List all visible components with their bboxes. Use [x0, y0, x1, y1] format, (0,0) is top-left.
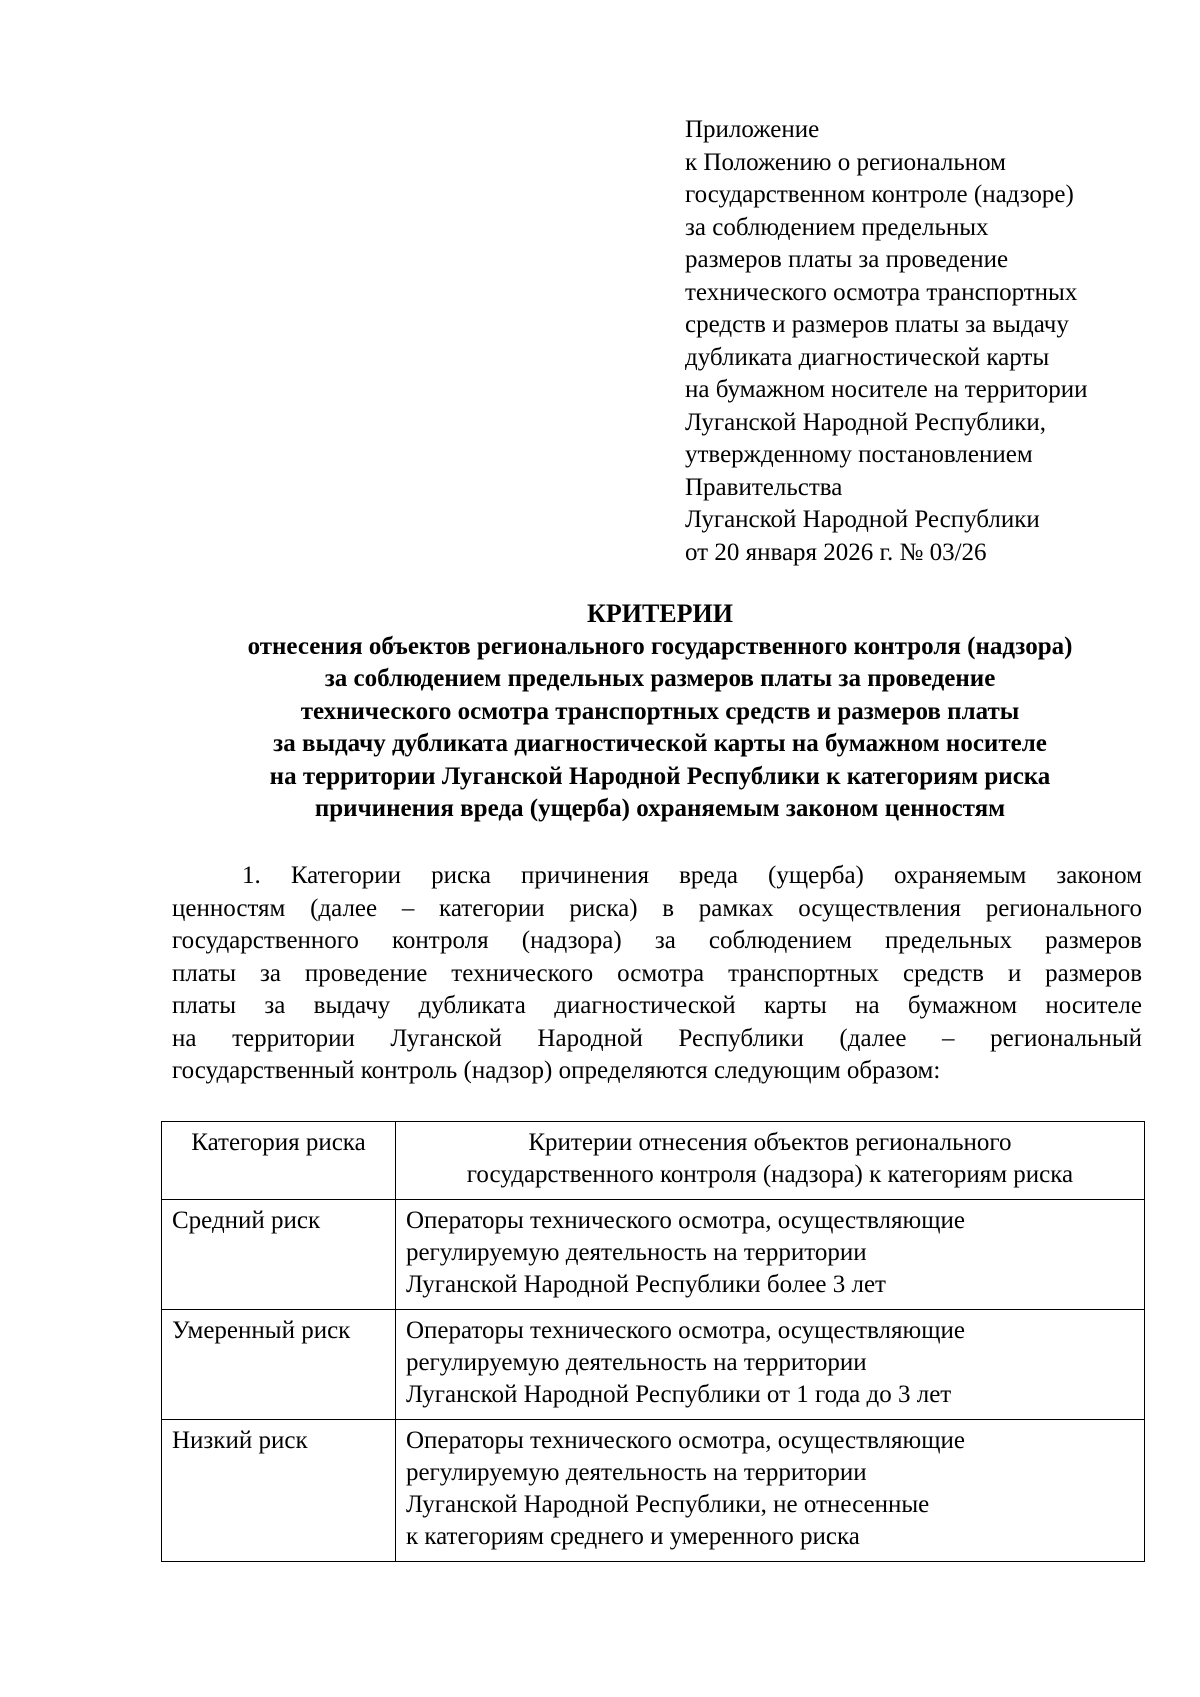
criteria-line: Луганской Народной Республики, не отнесенные: [405, 1491, 930, 1518]
appendix-line: Правительства: [685, 473, 843, 501]
criteria-line: Операторы технического осмотра, осуществляющие: [405, 1207, 965, 1234]
appendix-line: средств и размеров платы за выдачу: [685, 311, 1069, 338]
risk-criteria-cell: [395, 1200, 1144, 1310]
criteria-line: регулируемую деятельность на территории: [405, 1459, 867, 1486]
title-line: отнесения объектов регионального государственного контроля (надзора): [247, 632, 1073, 660]
title-line: за соблюдением предельных размеров платы за проведение: [324, 665, 996, 692]
document-title: [160, 598, 1160, 826]
header-criteria: [395, 1122, 1144, 1200]
appendix-line: на бумажном носителе на территории: [685, 376, 1088, 403]
risk-criteria-table: [161, 1121, 1145, 1562]
title-line: технического осмотра транспортных средств и размеров платы: [300, 697, 1020, 725]
header-line: государственного контроля (надзора) к категориям риска: [466, 1161, 1074, 1188]
appendix-line: Луганской Народной Республики,: [685, 408, 1046, 436]
risk-criteria-cell: [395, 1310, 1144, 1420]
header-line: Категория риска: [191, 1129, 366, 1156]
appendix-line: размеров платы за проведение: [685, 246, 1009, 273]
header-category: [162, 1122, 396, 1200]
criteria-line: Луганской Народной Республики более 3 лет: [405, 1271, 886, 1298]
appendix-line: Луганской Народной Республики: [685, 506, 1040, 533]
paragraph-line: 1. Категории риска причинения вреда (ущерба) охраняемым законом: [242, 862, 1142, 889]
header-line: Критерии отнесения объектов регионального: [528, 1129, 1012, 1156]
appendix-header: [685, 114, 1185, 569]
appendix-line: государственном контроле (надзоре): [685, 181, 1074, 208]
criteria-line: регулируемую деятельность на территории: [405, 1239, 867, 1266]
criteria-line: Операторы технического осмотра, осуществляющие: [405, 1427, 965, 1454]
criteria-line: регулируемую деятельность на территории: [405, 1349, 867, 1376]
appendix-line: за соблюдением предельных: [685, 213, 989, 241]
table-row: [162, 1420, 1145, 1562]
paragraph-line: платы за выдачу дубликата диагностической карты на бумажном носителе: [172, 992, 1142, 1019]
paragraph-line: ценностям (далее – категории риска) в рамках осуществления регионального: [172, 894, 1142, 922]
appendix-line: утвержденному постановлением: [685, 441, 1033, 468]
risk-category-cell: Низкий риск: [162, 1420, 396, 1562]
title-line: на территории Луганской Народной Республики к категориям риска: [269, 762, 1051, 790]
appendix-line: технического осмотра транспортных: [685, 278, 1078, 306]
table-header-row: [162, 1122, 1145, 1200]
table-row: [162, 1310, 1145, 1420]
paragraph-line: государственного контроля (надзора) за соблюдением предельных размеров: [172, 927, 1142, 954]
criteria-line: Луганской Народной Республики от 1 года до 3 лет: [405, 1381, 952, 1408]
title-main: КРИТЕРИИ: [587, 599, 733, 628]
title-line: за выдачу дубликата диагностической карты на бумажном носителе: [273, 730, 1047, 757]
risk-category-cell: Умеренный риск: [162, 1310, 396, 1420]
paragraph-line: на территории Луганской Народной Республики (далее – региональный: [172, 1024, 1142, 1052]
risk-criteria-cell: [395, 1420, 1144, 1562]
paragraph-1: [172, 860, 1142, 1088]
risk-category-cell: Средний риск: [162, 1200, 396, 1310]
criteria-line: Операторы технического осмотра, осуществляющие: [405, 1317, 965, 1344]
appendix-line: к Положению о региональном: [685, 148, 1006, 176]
table-row: [162, 1200, 1145, 1310]
criteria-line: к категориям среднего и умеренного риска: [405, 1523, 860, 1550]
appendix-line: от 20 января 2026 г. № 03/26: [685, 538, 987, 566]
paragraph-line: платы за проведение технического осмотра транспортных средств и размеров: [172, 959, 1142, 987]
paragraph-line: государственный контроль (надзор) определяются следующим образом:: [172, 1057, 941, 1084]
appendix-line: Приложение: [685, 116, 820, 143]
title-line: причинения вреда (ущерба) охраняемым законом ценностям: [314, 795, 1006, 822]
appendix-line: дубликата диагностической карты: [685, 343, 1050, 371]
